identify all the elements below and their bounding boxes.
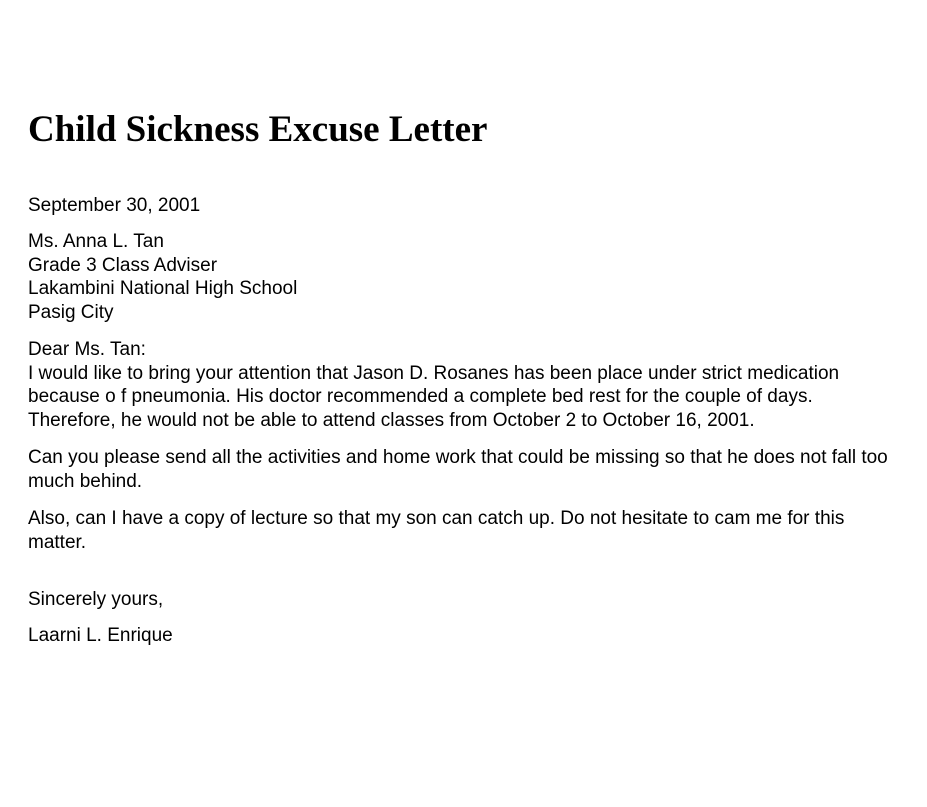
body-paragraph-3: Also, can I have a copy of lecture so that my son can catch up. Do not hesitate to cam me for this matter. <box>28 508 845 553</box>
signature-name: Laarni L. Enrique <box>28 625 173 646</box>
recipient-school: Lakambini National High School <box>28 278 298 299</box>
recipient-position: Grade 3 Class Adviser <box>28 254 218 276</box>
body-paragraph-1: I would like to bring your attention that Jason D. Rosanes has been place under strict medication because o f pneumonia. His doctor recommended a complete bed rest for the couple of days. Therefore, he would not be able to attend classes from October 2 to October 16, 2001. <box>28 362 840 431</box>
recipient-city: Pasig City <box>28 301 114 323</box>
letter-date: September 30, 2001 <box>28 195 201 216</box>
salutation: Dear Ms. Tan: <box>28 339 146 360</box>
letter-body <box>28 338 898 554</box>
recipient-name: Ms. Anna L. Tan <box>28 231 164 252</box>
body-paragraph-2: Can you please send all the activities and home work that could be missing so that he does not fall too much behind. <box>28 447 888 492</box>
recipient-address <box>28 230 297 324</box>
letter-title: Child Sickness Excuse Letter <box>28 109 488 150</box>
closing: Sincerely yours, <box>28 589 164 610</box>
